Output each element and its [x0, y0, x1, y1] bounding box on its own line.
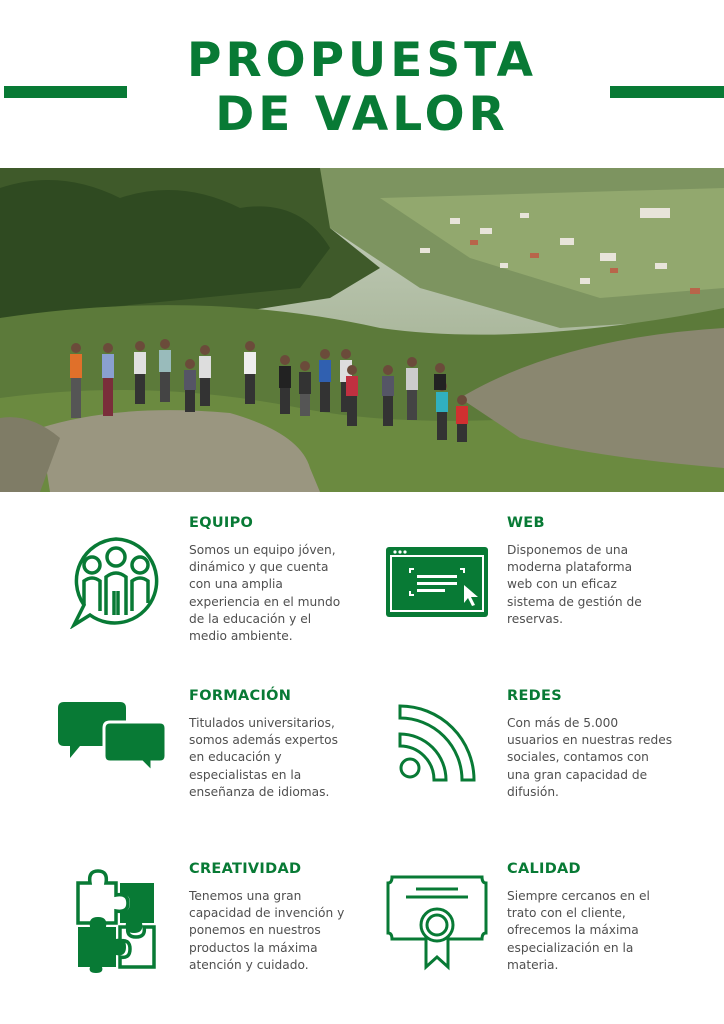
- feature-text: Siempre cercanos en el trato con el cliente, ofrecemos la máxima especialización en la materia.: [507, 889, 650, 972]
- feature-text: Disponemos de una moderna plataforma web con un eficaz sistema de gestión de reservas.: [507, 543, 642, 626]
- puzzle-icon: [76, 867, 186, 977]
- feature-text: Titulados universitarios, somos además expertos en educación y especialistas en la enseñanza de idiomas.: [189, 716, 338, 799]
- page-title-line-2: DE VALOR: [215, 87, 509, 142]
- feature-formacion: [62, 688, 402, 848]
- feature-text: Somos un equipo jóven, dinámico y que cuenta con una amplia experiencia en el mundo de la educación y el medio ambiente.: [189, 543, 341, 644]
- feature-web: [380, 515, 720, 675]
- header: [0, 0, 724, 168]
- feature-title: CALIDAD: [507, 861, 581, 877]
- rss-icon: [398, 704, 508, 814]
- certificate-icon: [386, 875, 496, 985]
- feature-title: CREATIVIDAD: [189, 861, 302, 877]
- feature-creatividad: [62, 861, 402, 1021]
- feature-title: WEB: [507, 515, 545, 531]
- feature-text: Con más de 5.000 usuarios en nuestras redes sociales, contamos con una gran capacidad de difusión.: [507, 716, 673, 799]
- feature-equipo: [62, 515, 402, 675]
- group-hiking-photo: [0, 168, 724, 492]
- feature-title: EQUIPO: [189, 515, 254, 531]
- feature-title: REDES: [507, 688, 562, 704]
- feature-text: Tenemos una gran capacidad de invención y ponemos en nuestros productos la máxima atención y cuidado.: [189, 889, 345, 972]
- team-icon: [70, 535, 180, 645]
- web-icon: [386, 547, 496, 657]
- page-title-line-1: PROPUESTA: [187, 33, 537, 88]
- feature-calidad: [380, 861, 720, 1021]
- chat-bubbles-icon: [58, 702, 168, 812]
- feature-title: FORMACIÓN: [189, 688, 292, 704]
- feature-redes: [380, 688, 720, 848]
